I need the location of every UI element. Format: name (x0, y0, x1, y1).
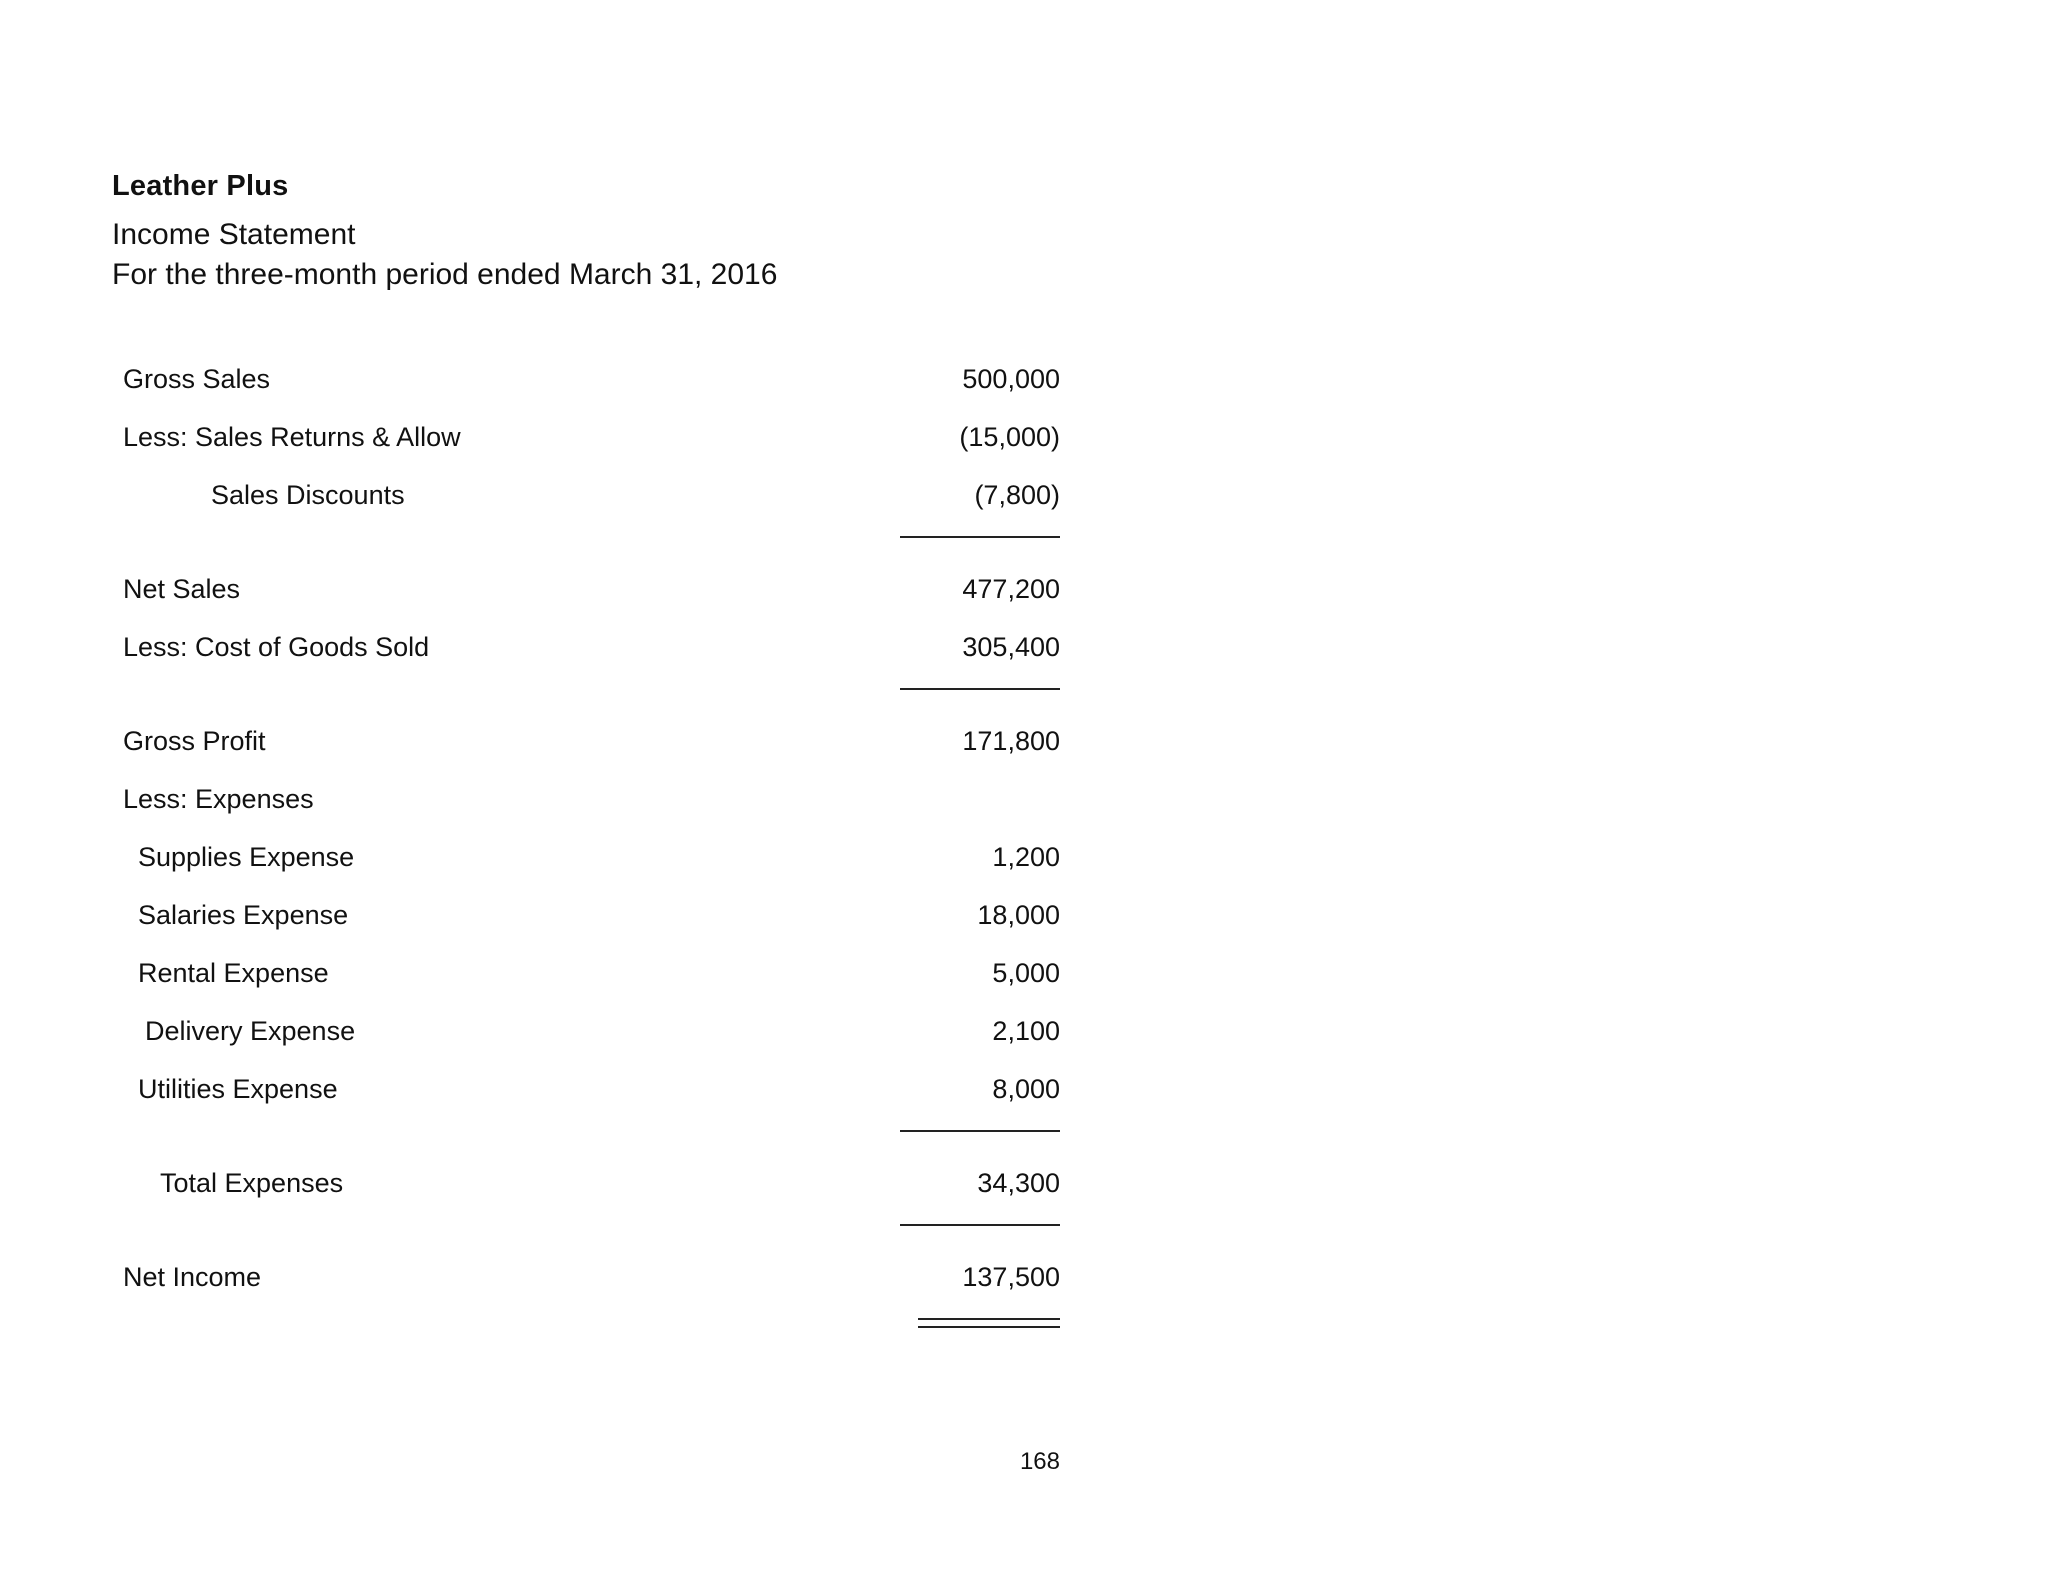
statement-title: Income Statement (112, 218, 356, 251)
row-net-sales (0, 574, 1060, 614)
row-rental-expense (0, 958, 1060, 998)
row-amount: 171,800 (962, 726, 1060, 756)
row-sales-returns (0, 422, 1060, 462)
row-supplies-expense (0, 842, 1060, 882)
row-label: Gross Sales (123, 364, 271, 394)
subtotal-rule (900, 1224, 1060, 1226)
subtotal-rule (900, 1130, 1060, 1132)
statement-period: For the three-month period ended March 31, 2016 (112, 258, 778, 291)
row-amount: 1,200 (992, 842, 1060, 872)
row-total-expenses (0, 1168, 1060, 1208)
row-gross-sales (0, 364, 1060, 404)
row-label: Less: Expenses (123, 784, 314, 814)
row-amount: 137,500 (962, 1262, 1060, 1292)
row-label: Salaries Expense (138, 900, 349, 930)
company-name: Leather Plus (112, 170, 289, 202)
row-sales-discounts (0, 480, 1060, 520)
row-label: Utilities Expense (138, 1074, 338, 1104)
row-label: Net Income (123, 1262, 262, 1292)
row-label: Rental Expense (138, 958, 329, 988)
subtotal-rule (900, 688, 1060, 690)
row-label: Gross Profit (123, 726, 266, 756)
row-label: Delivery Expense (145, 1016, 356, 1046)
page-number: 168 (1019, 1448, 1060, 1475)
row-amount: (15,000) (959, 422, 1060, 452)
row-net-income (0, 1262, 1060, 1302)
row-label: Less: Sales Returns & Allow (123, 422, 461, 452)
row-amount: 305,400 (962, 632, 1060, 662)
row-amount: 18,000 (977, 900, 1060, 930)
row-label: Supplies Expense (138, 842, 355, 872)
row-amount: 34,300 (977, 1168, 1060, 1198)
row-delivery-expense (0, 1016, 1060, 1056)
row-amount: 5,000 (992, 958, 1060, 988)
row-label: Less: Cost of Goods Sold (123, 632, 430, 662)
row-cogs (0, 632, 1060, 672)
subtotal-rule (900, 536, 1060, 538)
row-amount: 500,000 (962, 364, 1060, 394)
row-label: Net Sales (123, 574, 241, 604)
row-utilities-expense (0, 1074, 1060, 1114)
row-less-expenses (0, 784, 1060, 824)
row-amount: 2,100 (992, 1016, 1060, 1046)
row-gross-profit (0, 726, 1060, 766)
double-underline-rule (918, 1318, 1060, 1328)
row-amount: (7,800) (974, 480, 1060, 510)
row-amount: 8,000 (992, 1074, 1060, 1104)
row-salaries-expense (0, 900, 1060, 940)
row-label: Total Expenses (160, 1168, 344, 1198)
row-amount: 477,200 (962, 574, 1060, 604)
row-label: Sales Discounts (211, 480, 405, 510)
